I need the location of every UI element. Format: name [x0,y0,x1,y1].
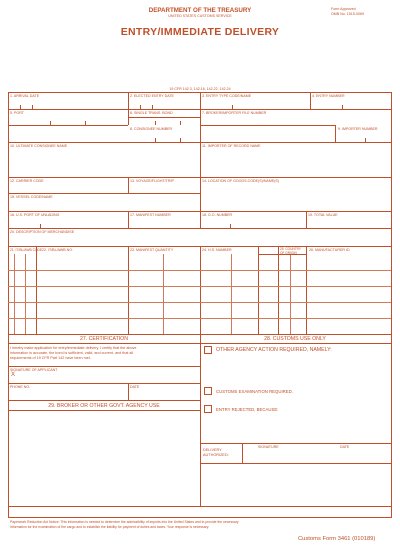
phone-number-field[interactable] [9,390,127,400]
customs-use-heading: 28. CUSTOMS USE ONLY [264,336,326,342]
entry-rejected-label: ENTRY REJECTED, BECAUSE: [216,407,279,412]
omb-number: OMB No. 1515-0069 [331,12,364,16]
line-item-row[interactable] [9,302,389,318]
vessel-code-name-field[interactable] [9,200,199,210]
entry-number-field[interactable] [311,99,389,109]
location-of-goods-label: 14. LOCATION OF GOODS-CODE(S)/NAME(S) [202,179,280,183]
carrier-code-label: 12. CARRIER CODE [10,179,44,183]
go-number-label: 18. G.O. NUMBER [202,213,233,217]
cfr-reference: 19 CFR 142.3, 142.16, 142.22, 142.24 [169,87,231,91]
exam-required-checkbox[interactable] [204,387,212,395]
customs-signature-field[interactable] [243,450,333,463]
form-approved-label: Form Approved [331,7,356,11]
form-number: Customs Form 3461 (010189) [298,536,376,542]
importer-number-label: 9. IMPORTER NUMBER [338,127,378,131]
elected-entry-date-label: 2. ELECTED ENTRY DATE [130,94,174,98]
voyage-flight-trip-field[interactable] [129,184,199,193]
exam-required-label: CUSTOMS EXAMINATION REQUIRED. [216,389,293,394]
line-item-row[interactable] [9,286,389,302]
manifest-number-field[interactable] [129,218,199,228]
line-item-row[interactable] [9,270,389,286]
importer-of-record-label: 11. IMPORTER OF RECORD NAME [202,144,261,148]
service-heading: UNITED STATES CUSTOMS SERVICE [168,14,232,18]
ultimate-consignee-label: 10. ULTIMATE CONSIGNEE NAME [10,144,68,148]
paperwork-notice-1: Paperwork Reduction Act Notice: This information is needed to determine the admissibility of imports into the United States and to provide the necessary [10,520,239,524]
entry-rejected-checkbox[interactable] [204,405,212,413]
it-bl-awb-code-label: 21. IT/BL/AWB CODE [10,248,43,252]
importer-number-field[interactable] [336,132,389,142]
certification-text-1: I hereby make application for entry/immediate delivery. I certify that the above [10,346,137,350]
importer-of-record-field[interactable] [201,149,389,177]
broker-govt-heading: 29. BROKER OR OTHER GOVT. AGENCY USE [48,403,160,409]
certification-text-2: information is accurate, the bond is sufficient, valid, and current, and that all [10,351,134,355]
elected-entry-date-field[interactable] [129,99,199,109]
port-label: 5. PORT [10,111,24,115]
broker-govt-use-area[interactable] [9,411,199,506]
us-port-unlading-field[interactable] [9,218,127,228]
delivery-authorized-label: DELIVERY AUTHORIZED: [203,448,229,457]
manufacturer-id-label: 26. MANUFACTURER ID [309,248,350,252]
vessel-code-name-label: 15. VESSEL CODE/NAME [10,195,53,199]
us-port-unlading-label: 16. U.S. PORT OF UNLADING [10,213,60,217]
customs-date-label: DATE [340,445,350,449]
total-value-label: 19. TOTAL VALUE [308,213,338,217]
manifest-number-label: 17. MANIFEST NUMBER [130,213,171,217]
ultimate-consignee-field[interactable] [9,149,199,177]
port-field[interactable] [9,116,127,125]
description-merchandise-field[interactable] [9,235,389,246]
certification-heading: 27. CERTIFICATION [80,336,128,342]
entry-number-label: 4. ENTRY NUMBER [312,94,345,98]
certification-text-3: requirements of 19 CFR Part 142 have been met. [10,356,91,360]
paperwork-notice-2: information for the examination of the cargo and to establish the liability for payment of duties and taxes. Your response is necessary. [10,525,210,529]
department-heading: DEPARTMENT OF THE TREASURY [148,7,252,14]
location-of-goods-field[interactable] [201,184,389,210]
customs-date-field[interactable] [336,450,389,463]
form-title: ENTRY/IMMEDIATE DELIVERY [120,26,280,38]
voyage-flight-trip-label: 13. VOYAGE/FLIGHT/TRIP [130,179,174,183]
other-agency-checkbox[interactable] [204,346,212,354]
signature-applicant-label: SIGNATURE OF APPLICANT [10,368,58,372]
arrival-date-field[interactable] [9,99,127,109]
entry-type-label: 3. ENTRY TYPE CODE/NAME [202,94,252,98]
other-agency-label: OTHER AGENCY ACTION REQUIRED, NAMELY: [216,347,332,353]
phone-number-label: PHONE NO. [10,385,31,389]
single-trans-bond-label: 6. SINGLE TRANS. BOND [130,111,173,115]
total-value-field[interactable] [307,218,389,228]
it-bl-awb-no-label: 22. IT/BL/AWB NO. [42,248,74,252]
broker-file-field[interactable] [201,116,389,125]
consignee-number-field[interactable] [129,132,199,142]
hs-number-label: 24. H.S. NUMBER [202,248,232,252]
line-item-row[interactable] [9,318,389,334]
go-number-field[interactable] [201,218,305,228]
certification-date-label: DATE [130,385,140,389]
description-merchandise-label: 20. DESCRIPTION OF MERCHANDISE [10,230,75,234]
line-item-row[interactable] [9,254,389,270]
entry-type-field[interactable] [201,99,309,109]
customs-signature-label: SIGNATURE [258,445,279,449]
signature-applicant-field[interactable] [18,372,198,383]
carrier-code-field[interactable] [9,184,127,193]
signature-x-mark: X [11,372,16,378]
manifest-quantity-label: 23. MANIFEST QUANTITY [130,248,174,252]
country-of-origin-label: 25. COUNTRY OF ORIGIN [280,247,301,255]
arrival-date-label: 1. ARRIVAL DATE [10,94,40,98]
certification-date-field[interactable] [129,390,199,400]
consignee-number-label: 8. CONSIGNEE NUMBER [130,127,173,131]
broker-file-label: 7. BROKER/IMPORTER FILE NUMBER [202,111,267,115]
